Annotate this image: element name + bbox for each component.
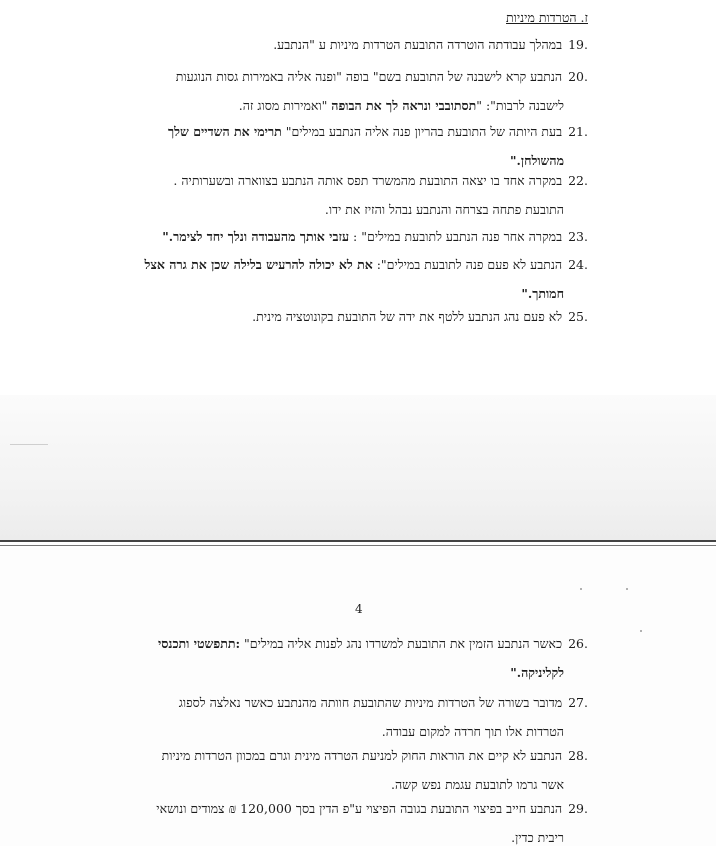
- item-number: .21: [568, 124, 588, 139]
- item-line: [28, 62, 588, 91]
- page-number: 4: [355, 602, 363, 616]
- list-item: [22, 688, 588, 746]
- item-text: במקרה אחד בו יצאה התובעת מהמשרד תפס אותה הנתבע בצווארה ובשערותיה .: [173, 173, 563, 188]
- item-number: .19: [568, 37, 588, 52]
- item-text: "ואמירות מסוג זה.: [238, 98, 332, 113]
- list-item: [68, 30, 588, 59]
- list-item: [28, 62, 588, 120]
- item-number: .25: [568, 309, 588, 324]
- item-text: הנתבע לא פעם פנה לתובעת במילים":: [372, 257, 563, 272]
- quoted-phrase: את לא יכולה להרעיש בלילה שכן את גרה אצל: [144, 257, 373, 272]
- quoted-phrase: מהשולחן.": [510, 153, 564, 168]
- list-item: [22, 250, 588, 308]
- item-line: [22, 658, 588, 687]
- section-heading: ז. הטרדות מיניות: [506, 10, 588, 25]
- item-text: בעת היותה של התובעת בהריון פנה אליה הנתבע במילים": [281, 124, 563, 139]
- list-item: [22, 629, 588, 687]
- item-text: הנתבע קרא לישבנה של התובעת בשם" בופה "ופנה אליה באמירות גסות הנוגעות: [175, 69, 563, 84]
- quoted-phrase: לקליניקה.": [510, 665, 564, 680]
- item-line: [28, 91, 588, 120]
- quoted-phrase: תרימי את השדיים שלך: [168, 124, 282, 139]
- scan-mark: [10, 444, 48, 445]
- item-text: אשר גרמו לתובעת עגמת נפש קשה.: [390, 777, 564, 792]
- quoted-phrase: תסתובבי ונראה לך את הבופה: [331, 98, 477, 113]
- list-item: [22, 302, 588, 331]
- item-text: התובעת פתחה בצרחה והנתבע נבהל והזיז את ידו.: [324, 202, 564, 217]
- item-text: במהלך עבודתה הוטרדה התובעת הטרדות מיניות ע "הנתבע.: [273, 37, 563, 52]
- item-number: .29: [568, 801, 588, 816]
- item-line: [22, 117, 588, 146]
- item-number: .26: [568, 636, 588, 651]
- scan-speck: [640, 630, 642, 632]
- quoted-phrase: :תתפשטי ותכנסי: [157, 636, 241, 651]
- page-separator: [0, 540, 716, 542]
- item-text: מדובר בשורה של הטרדות מיניות שהתובעת חוותה מהנתבע כאשר נאלצה לספוג: [178, 695, 563, 710]
- item-line: [22, 222, 588, 251]
- item-number: .22: [568, 173, 588, 188]
- quoted-phrase: עזבי אותך מהעבודה ונלך יחד לצימר.": [162, 229, 350, 244]
- item-number: .28: [568, 748, 588, 763]
- item-number: .20: [568, 69, 588, 84]
- item-text: לא פעם נהג הנתבע ללטף את ידה של התובעת בקונוטציה מינית.: [252, 309, 563, 324]
- item-number: .23: [568, 229, 588, 244]
- scan-speck: [580, 588, 582, 590]
- item-line: [22, 302, 588, 331]
- item-line: [22, 688, 588, 717]
- item-text: לישבנה לרבות": ": [476, 98, 564, 113]
- item-text: במקרה אחר פנה הנתבע לתובעת במילים" :: [349, 229, 563, 244]
- list-item: [22, 794, 588, 852]
- item-line: [22, 741, 588, 770]
- page-gap: [0, 395, 716, 540]
- item-number: .27: [568, 695, 588, 710]
- item-line: [22, 794, 588, 823]
- item-line: [22, 823, 588, 852]
- item-text: כאשר הנתבע הזמין את התובעת למשרדו נהג לפנות אליה במילים": [240, 636, 563, 651]
- item-line: [22, 629, 588, 658]
- quoted-phrase: חמותך.": [521, 286, 564, 301]
- item-text: ריבית כדין.: [511, 830, 564, 845]
- item-text: הנתבע לא קיים את הוראות החוק למניעת הטרדה מינית וגרם במכוון הטרדות מיניות: [161, 748, 563, 763]
- item-text: הנתבע חייב בפיצוי התובעת בגובה הפיצוי ע"פ הדין בסך 120,000 ₪ צמודים ונושאי: [156, 801, 563, 816]
- scan-speck: [626, 588, 628, 590]
- item-line: [68, 30, 588, 59]
- item-number: .24: [568, 257, 588, 272]
- item-text: הטרדות אלו תוך חרדה למקום עבודה.: [381, 724, 564, 739]
- item-line: [22, 195, 588, 224]
- page-separator-thin: [0, 545, 716, 546]
- list-item: [22, 741, 588, 799]
- item-line: [22, 166, 588, 195]
- list-item: [22, 222, 588, 251]
- item-line: [22, 250, 588, 279]
- list-item: [22, 166, 588, 224]
